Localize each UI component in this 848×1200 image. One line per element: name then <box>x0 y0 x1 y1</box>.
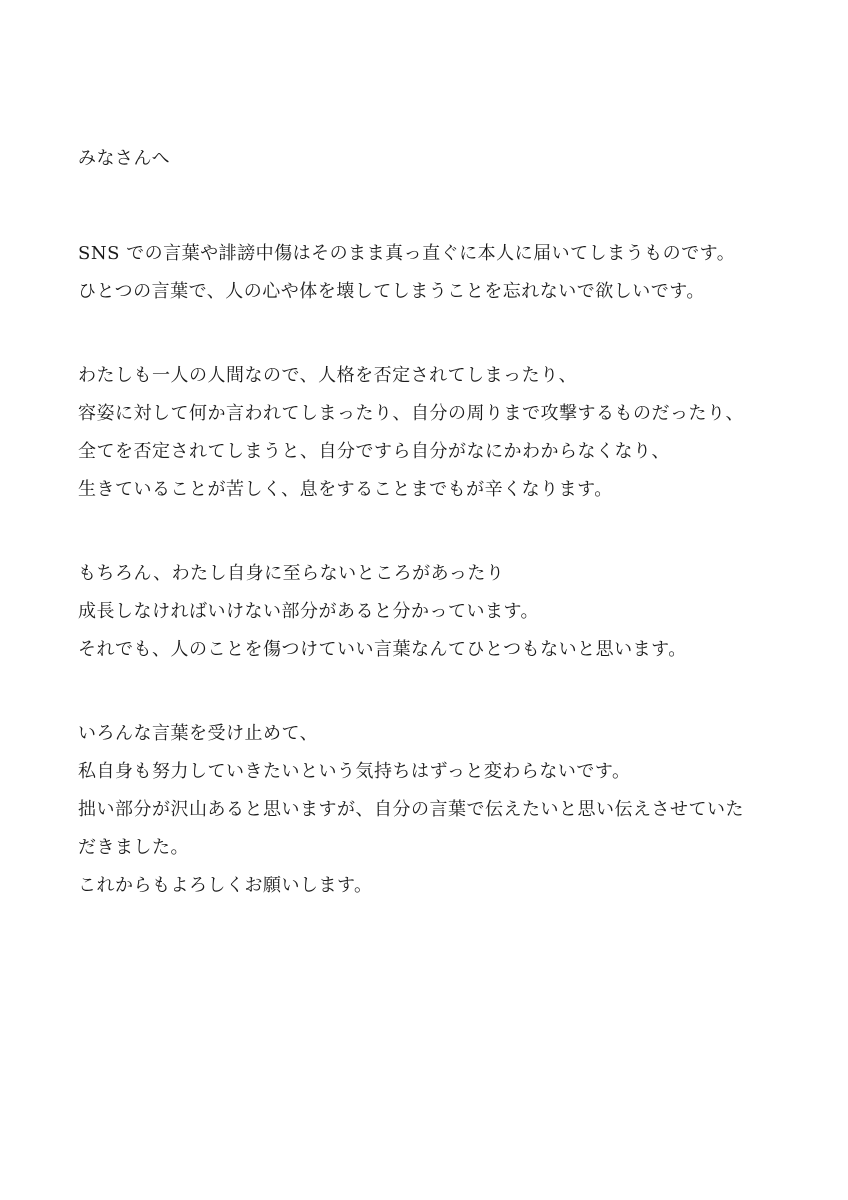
text-line: いろんな言葉を受け止めて、 <box>78 723 319 744</box>
text-line: 拙い部分が沢山あると思いますが、自分の言葉で伝えたいと思い伝えさせていた <box>78 799 744 820</box>
text-line: SNS での言葉や誹謗中傷はそのまま真っ直ぐに本人に届いてしまうものです。 <box>78 243 736 264</box>
text-line: 成長しなければいけない部分があると分かっています。 <box>78 601 540 622</box>
paragraph-gap <box>78 669 778 715</box>
paragraph-gap <box>78 311 778 357</box>
paragraph-gap <box>78 509 778 555</box>
paragraph-2 <box>78 357 778 509</box>
closing-line: これからもよろしくお願いします。 <box>78 875 373 896</box>
text-line: もちろん、わたし自身に至らないところがあったり <box>78 563 505 584</box>
text-line: だきました。 <box>78 837 189 858</box>
text-line: ひとつの言葉で、人の心や体を壊してしまうことを忘れないで欲しいです。 <box>78 281 705 302</box>
text-line: わたしも一人の人間なので、人格を否定されてしまったり、 <box>78 365 578 386</box>
text-line: 生きていることが苦しく、息をすることまでもが辛くなります。 <box>78 479 613 500</box>
paragraph-gap <box>78 178 778 235</box>
paragraph-1 <box>78 235 778 311</box>
letter-body <box>78 140 778 905</box>
text-line: 私自身も努力していきたいという気持ちはずっと変わらないです。 <box>78 761 631 782</box>
text-line: 容姿に対して何か言われてしまったり、自分の周りまで攻撃するものだったり、 <box>78 403 744 424</box>
text-line: それでも、人のことを傷つけていい言葉なんてひとつもないと思います。 <box>78 639 687 660</box>
paragraph-3 <box>78 555 778 669</box>
greeting: みなさんへ <box>78 148 171 169</box>
paragraph-4 <box>78 715 778 905</box>
text-line: 全てを否定されてしまうと、自分ですら自分がなにかわからなくなり、 <box>78 441 670 462</box>
